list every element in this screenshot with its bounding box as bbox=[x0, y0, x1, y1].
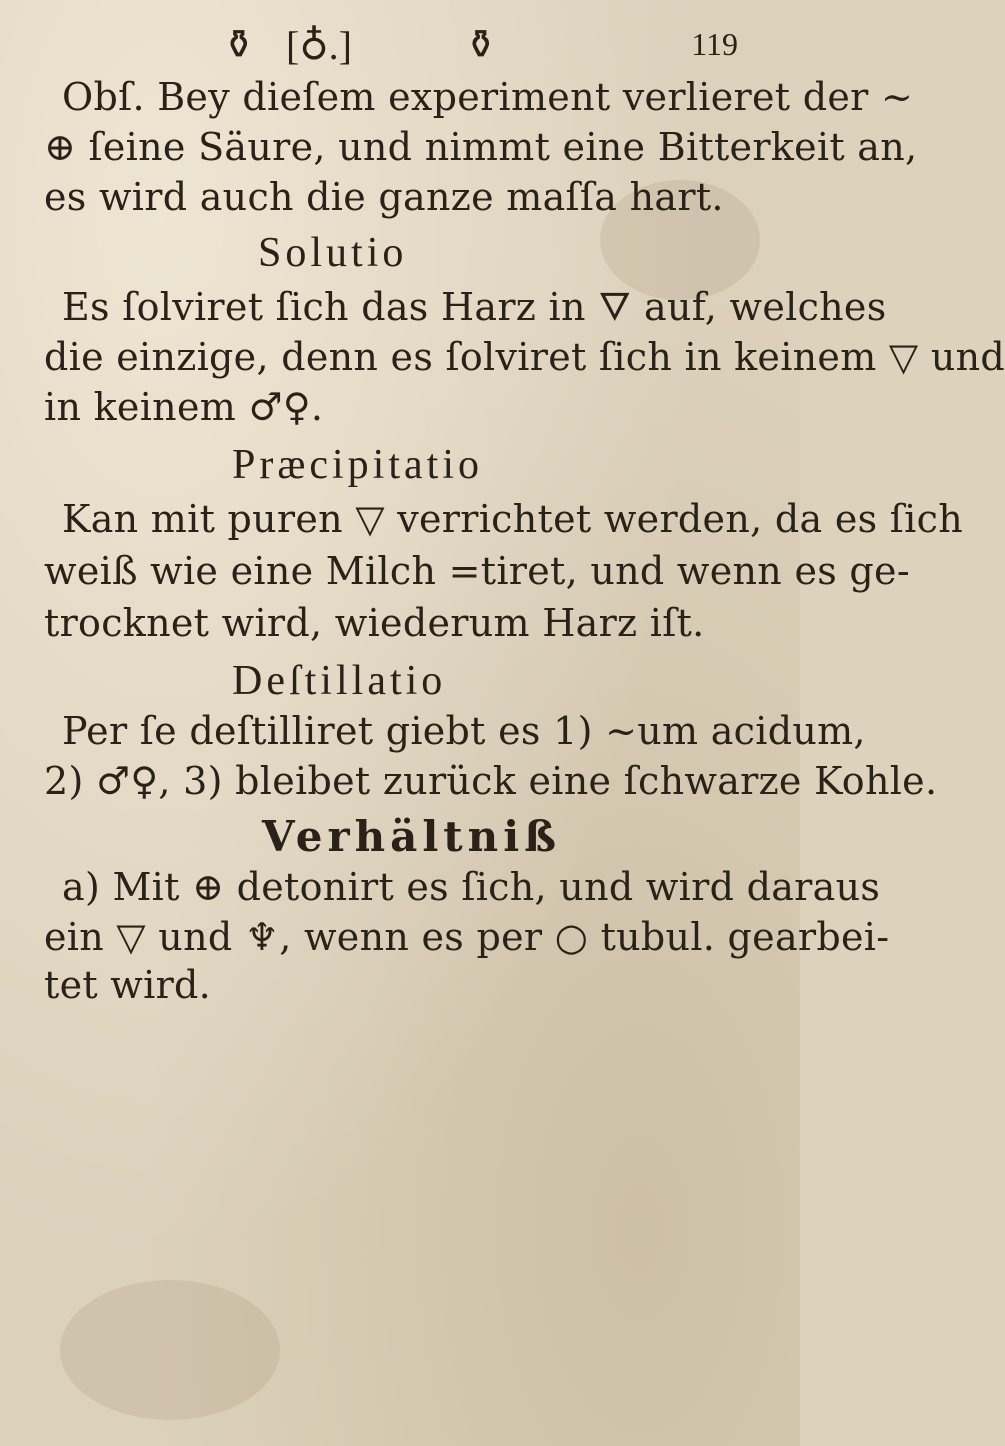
alchemical-vessel-icon: ⚱ bbox=[222, 22, 256, 68]
page-number: 119 bbox=[691, 26, 738, 62]
section-heading: Deſtillatio bbox=[232, 658, 447, 704]
alchemical-vessel-icon: ⚱ bbox=[464, 22, 498, 68]
running-header bbox=[0, 10, 800, 66]
text-line: 2) ♂♀, 3) bleibet zurück eine ſchwarze Kohle. bbox=[44, 759, 938, 803]
text-line: Obſ. Bey dieſem experiment verlieret der ~ bbox=[62, 75, 914, 119]
header-bracket-symbol: [♁.] bbox=[286, 23, 352, 68]
text-line: weiß wie eine Milch =tiret, und wenn es ge- bbox=[44, 549, 910, 593]
text-line: ⊕ ſeine Säure, und nimmt eine Bitterkeit an, bbox=[44, 125, 918, 169]
text-line: tet wird. bbox=[44, 963, 212, 1007]
text-line: trocknet wird, wiederum Harz iſt. bbox=[44, 601, 705, 645]
text-line: a) Mit ⊕ detonirt es ſich, und wird daraus bbox=[62, 865, 881, 909]
text-line: in keinem ♂♀. bbox=[44, 385, 324, 429]
text-line: die einzige, denn es ſolviret ſich in keinem ▽ und bbox=[44, 335, 1005, 379]
text-line: Kan mit puren ▽ verrichtet werden, da es ſich bbox=[62, 497, 963, 541]
text-line: es wird auch die ganze maſſa hart. bbox=[44, 175, 724, 219]
paper-stain bbox=[60, 1280, 280, 1420]
section-heading: Solutio bbox=[258, 230, 408, 276]
text-line: Es ſolviret ſich das Harz in 🜄 auf, welches bbox=[62, 285, 887, 329]
section-heading: Verhältniß bbox=[262, 812, 562, 861]
text-line: ein ▽ und ♆, wenn es per ○ tubul. gearbei- bbox=[44, 915, 890, 959]
text-line: Per ſe deſtilliret giebt es 1) ~um acidum, bbox=[62, 709, 866, 753]
section-heading: Præcipitatio bbox=[232, 442, 483, 488]
